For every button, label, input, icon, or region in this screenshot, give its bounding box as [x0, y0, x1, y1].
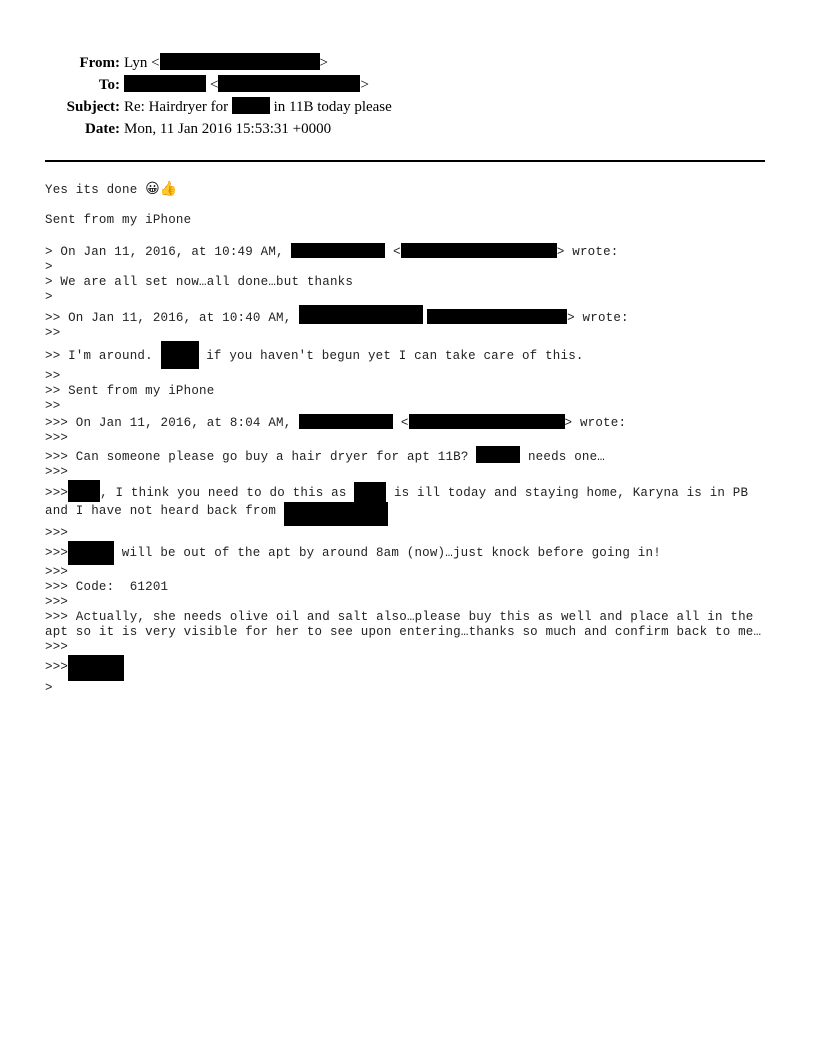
- quote-text: > wrote:: [564, 416, 627, 430]
- body-line: Sent from my iPhone: [45, 213, 192, 227]
- redaction-box: [401, 243, 557, 258]
- to-value: [124, 74, 369, 96]
- redaction-box: [161, 341, 199, 369]
- reply-text: Yes its done: [45, 183, 146, 197]
- body-line: >>>: [45, 431, 69, 445]
- body-line: >: [45, 290, 53, 304]
- to-label: To:: [98, 77, 120, 93]
- subject-pre: Re: Hairdryer for: [124, 99, 229, 115]
- quote-text: > wrote:: [567, 311, 629, 325]
- redaction-box: [299, 414, 393, 429]
- redaction-box: [68, 655, 124, 681]
- body-line: >: [45, 681, 53, 695]
- date-row: [0, 118, 816, 140]
- body-line: [45, 414, 775, 431]
- quote-text: if you haven't begun yet I can take care of this.: [198, 349, 584, 363]
- quote-text: is ill today and staying home, Karyna is in PB: [386, 486, 749, 500]
- body-line: [45, 341, 775, 369]
- body-line: >>> Actually, she needs olive oil and salt also…please buy this as well and place all in the: [45, 610, 754, 624]
- redaction-box: [218, 75, 360, 92]
- body-line: [45, 541, 775, 565]
- from-name: Lyn <: [124, 55, 160, 71]
- redaction-box: [299, 305, 423, 324]
- from-row: [0, 52, 816, 74]
- header-divider: [45, 160, 765, 162]
- redaction-box: [427, 309, 567, 324]
- body-line: [45, 182, 775, 198]
- quote-text: > On Jan 11, 2016, at 10:49 AM,: [45, 245, 292, 259]
- date-value: Mon, 11 Jan 2016 15:53:31 +0000: [124, 121, 332, 137]
- to-row: [0, 74, 816, 96]
- body-line: >>>: [45, 465, 69, 479]
- quote-text: and I have not heard back from: [45, 504, 284, 518]
- subject-label: Subject:: [66, 99, 120, 115]
- subject-value: [124, 96, 392, 118]
- emoji-smile-thumbs-icon: 😀👍: [145, 181, 178, 197]
- quote-text: >>>: [45, 546, 69, 560]
- body-line: [45, 655, 775, 681]
- quote-text: will be out of the apt by around 8am (now)…just knock before going in!: [114, 546, 661, 560]
- redaction-box: [232, 97, 270, 114]
- redaction-box: [124, 75, 206, 92]
- body-line: >>: [45, 369, 61, 383]
- body-line: >>: [45, 399, 61, 413]
- email-header: [0, 52, 816, 140]
- to-open: <: [210, 77, 219, 93]
- quote-text: > wrote:: [556, 245, 619, 259]
- body-line: apt so it is very visible for her to see upon entering…thanks so much and confirm back to me…: [45, 625, 762, 639]
- quote-text: <: [385, 245, 401, 259]
- redaction-box: [409, 414, 565, 429]
- quote-text: >> I'm around.: [45, 349, 161, 363]
- redaction-box: [68, 480, 100, 502]
- body-line: [45, 480, 775, 502]
- body-line: [45, 502, 775, 526]
- quote-text: needs one…: [520, 450, 605, 464]
- to-close: >: [360, 77, 369, 93]
- from-close: >: [319, 55, 329, 71]
- redaction-box: [68, 541, 114, 565]
- body-line: >>>: [45, 640, 69, 654]
- body-line: > We are all set now…all done…but thanks: [45, 275, 354, 289]
- redaction-box: [160, 53, 320, 70]
- body-line: >>>: [45, 526, 69, 540]
- from-value: [124, 52, 328, 74]
- body-line: [45, 446, 775, 465]
- quote-text: <: [393, 416, 409, 430]
- body-line: >>: [45, 326, 61, 340]
- body-line: >: [45, 260, 53, 274]
- quote-text: , I think you need to do this as: [100, 486, 355, 500]
- quote-text: >>>: [45, 660, 69, 674]
- from-label: From:: [79, 55, 120, 71]
- email-body: [45, 182, 775, 696]
- quote-text: >>> On Jan 11, 2016, at 8:04 AM,: [45, 416, 300, 430]
- body-line: >>>: [45, 595, 69, 609]
- quote-text: >>>: [45, 486, 69, 500]
- redaction-box: [354, 482, 386, 502]
- body-line: >>> Code: 61201: [45, 580, 169, 594]
- quote-text: >> On Jan 11, 2016, at 10:40 AM,: [45, 311, 300, 325]
- body-line: >> Sent from my iPhone: [45, 384, 215, 398]
- subject-row: [0, 96, 816, 118]
- body-line: >>>: [45, 565, 69, 579]
- redaction-box: [284, 502, 388, 526]
- body-line: [45, 243, 775, 260]
- quote-text: >>> Can someone please go buy a hair dryer for apt 11B?: [45, 450, 477, 464]
- date-label: Date:: [85, 121, 120, 137]
- subject-post: in 11B today please: [273, 99, 392, 115]
- body-line: [45, 305, 775, 326]
- redaction-box: [476, 446, 520, 463]
- redaction-box: [291, 243, 385, 258]
